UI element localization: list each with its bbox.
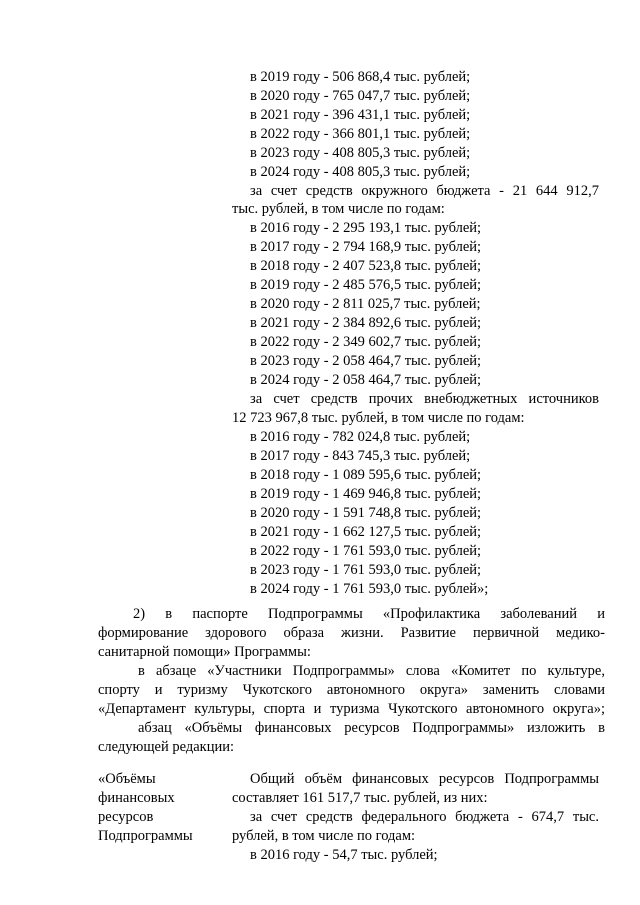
text-line: в 2019 году - 2 485 576,5 тыс. рублей; bbox=[250, 277, 482, 293]
okrug-intro-line: тыс. рублей, в том числе по годам: bbox=[232, 201, 445, 217]
text-line: в 2020 году - 1 591 748,8 тыс. рублей; bbox=[250, 505, 482, 521]
text-line: в 2023 году - 1 761 593,0 тыс. рублей; bbox=[250, 562, 482, 578]
item-2-line: спорту и туризму Чукотского автономного округа» заменить словами bbox=[98, 682, 605, 698]
text-line: в 2022 году - 1 761 593,0 тыс. рублей; bbox=[250, 543, 482, 559]
item-2-line: в абзаце «Участники Подпрограммы» слова «Комитет по культуре, bbox=[138, 663, 605, 679]
text-line: в 2021 году - 396 431,1 тыс. рублей; bbox=[250, 107, 471, 123]
item-2-line: санитарной помощи» Программы: bbox=[98, 644, 311, 660]
text-line: в 2017 году - 843 745,3 тыс. рублей; bbox=[250, 448, 471, 464]
item-2-line: «Департамент культуры, спорта и туризма Чукотского автономного округа»; bbox=[98, 701, 605, 717]
text-line: в 2017 году - 2 794 168,9 тыс. рублей; bbox=[250, 239, 482, 255]
text-line: в 2016 году - 2 295 193,1 тыс. рублей; bbox=[250, 220, 482, 236]
text-line: в 2016 году - 782 024,8 тыс. рублей; bbox=[250, 429, 471, 445]
table-left-line: ресурсов bbox=[98, 809, 154, 825]
text-line: в 2024 году - 1 761 593,0 тыс. рублей»; bbox=[250, 581, 489, 597]
table-right-line: рублей, в том числе по годам: bbox=[232, 828, 416, 844]
text-line: в 2024 году - 2 058 464,7 тыс. рублей; bbox=[250, 372, 482, 388]
item-2-line: абзац «Объёмы финансовых ресурсов Подпрограммы» изложить в bbox=[138, 720, 605, 736]
text-line: в 2020 году - 765 047,7 тыс. рублей; bbox=[250, 88, 471, 104]
text-line: в 2021 году - 1 662 127,5 тыс. рублей; bbox=[250, 524, 482, 540]
table-right-line: составляет 161 517,7 тыс. рублей, из них: bbox=[232, 790, 488, 806]
item-2-line: следующей редакции: bbox=[98, 739, 235, 755]
text-line: в 2023 году - 408 805,3 тыс. рублей; bbox=[250, 145, 471, 161]
okrug-intro-line: за счет средств окружного бюджета - 21 644 912,7 bbox=[250, 183, 599, 199]
text-line: в 2019 году - 506 868,4 тыс. рублей; bbox=[250, 69, 471, 85]
text-line: в 2019 году - 1 469 946,8 тыс. рублей; bbox=[250, 486, 482, 502]
table-left-line: финансовых bbox=[98, 790, 175, 806]
text-line: в 2024 году - 408 805,3 тыс. рублей; bbox=[250, 164, 471, 180]
other-intro-line: за счет средств прочих внебюджетных источников bbox=[250, 391, 599, 407]
table-right-line: Общий объём финансовых ресурсов Подпрограммы bbox=[250, 771, 599, 787]
text-line: в 2020 году - 2 811 025,7 тыс. рублей; bbox=[250, 296, 481, 312]
text-line: в 2023 году - 2 058 464,7 тыс. рублей; bbox=[250, 353, 482, 369]
text-line: в 2018 году - 1 089 595,6 тыс. рублей; bbox=[250, 467, 482, 483]
table-left-line: Подпрограммы bbox=[98, 828, 193, 844]
text-line: в 2022 году - 2 349 602,7 тыс. рублей; bbox=[250, 334, 482, 350]
table-left-line: «Объёмы bbox=[98, 771, 156, 787]
text-line: в 2022 году - 366 801,1 тыс. рублей; bbox=[250, 126, 471, 142]
table-right-line: в 2016 году - 54,7 тыс. рублей; bbox=[250, 847, 438, 863]
text-line: в 2018 году - 2 407 523,8 тыс. рублей; bbox=[250, 258, 482, 274]
other-intro-line: 12 723 967,8 тыс. рублей, в том числе по годам: bbox=[232, 410, 525, 426]
text-line: в 2021 году - 2 384 892,6 тыс. рублей; bbox=[250, 315, 482, 331]
item-2-line: 2) в паспорте Подпрограммы «Профилактика заболеваний и bbox=[133, 606, 605, 622]
table-right-line: за счет средств федерального бюджета - 674,7 тыс. bbox=[250, 809, 599, 825]
item-2-line: формирование здорового образа жизни. Развитие первичной медико- bbox=[98, 625, 605, 641]
